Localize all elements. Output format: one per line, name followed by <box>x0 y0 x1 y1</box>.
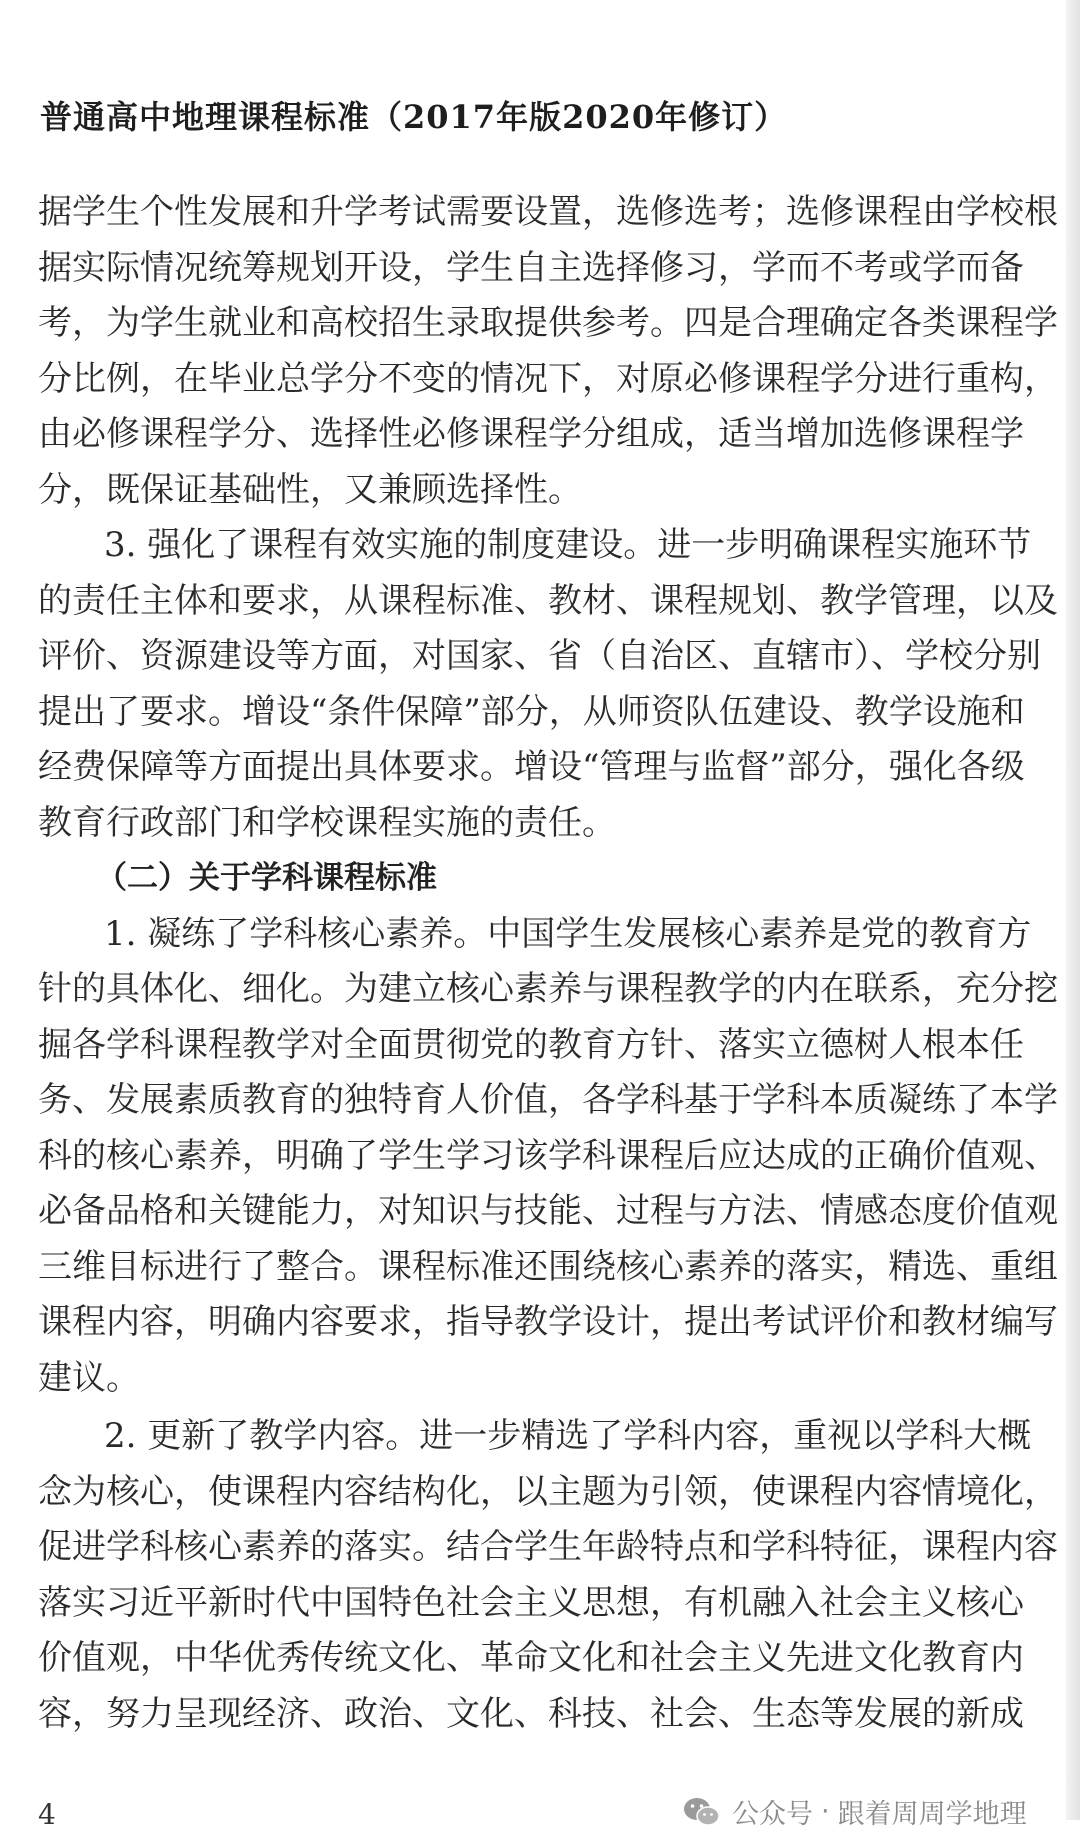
body-text <box>38 185 1058 1742</box>
text-line: 课程内容，明确内容要求，指导教学设计，提出考试评价和教材编写 <box>38 1302 1058 1342</box>
text-line: 建议。 <box>38 1357 140 1398</box>
text-line: 据实际情况统筹规划开设，学生自主选择修习，学而不考或学而备 <box>38 247 1024 288</box>
text-line: 念为核心，使课程内容结构化，以主题为引领，使课程内容情境化， <box>38 1471 1058 1512</box>
wechat-watermark <box>682 1792 1027 1831</box>
running-header: 普通高中地理课程标准（2017年版2020年修订） <box>40 98 788 136</box>
text-line: 针的具体化、细化。为建立核心素养与课程教学的内在联系，充分挖 <box>38 969 1058 1009</box>
text-line: 评价、资源建设等方面，对国家、省（自治区、直辖市）、学校分别 <box>38 636 1041 676</box>
text-line: 教育行政部门和学校课程实施的责任。 <box>38 802 616 843</box>
text-line: 价值观，中华优秀传统文化、革命文化和社会主义先进文化教育内 <box>38 1638 1024 1678</box>
text-line: 科的核心素养，明确了学生学习该学科课程后应达成的正确价值观、 <box>38 1135 1058 1176</box>
text-line: 的责任主体和要求，从课程标准、教材、课程规划、教学管理，以及 <box>38 580 1058 621</box>
text-line: 分比例，在毕业总学分不变的情况下，对原必修课程学分进行重构， <box>38 358 1058 399</box>
text-line: 务、发展素质教育的独特育人价值，各学科基于学科本质凝练了本学 <box>38 1080 1058 1120</box>
text-line: 据学生个性发展和升学考试需要设置，选修选考；选修课程由学校根 <box>38 192 1058 232</box>
text-line: 必备品格和关键能力，对知识与技能、过程与方法、情感态度价值观 <box>38 1191 1058 1231</box>
text-line: 考，为学生就业和高校招生录取提供参考。四是合理确定各类课程学 <box>38 303 1058 343</box>
text-line: 促进学科核心素养的落实。结合学生年龄特点和学科特征，课程内容 <box>38 1527 1058 1567</box>
paragraph-start-line: 1. 凝练了学科核心素养。中国学生发展核心素养是党的教育方 <box>104 913 1032 954</box>
text-line: 提出了要求。增设“条件保障”部分，从师资队伍建设、教学设施和 <box>38 691 1025 732</box>
watermark-separator: · <box>821 1796 830 1827</box>
page-number: 4 <box>38 1798 56 1831</box>
text-line: 经费保障等方面提出具体要求。增设“管理与监督”部分，强化各级 <box>38 747 1025 787</box>
text-line: 掘各学科课程教学对全面贯彻党的教育方针、落实立德树人根本任 <box>38 1024 1024 1065</box>
watermark-account-label: 公众号 <box>732 1799 813 1830</box>
paragraph-start-line: 2. 更新了教学内容。进一步精选了学科内容，重视以学科大概 <box>104 1416 1032 1456</box>
text-line: 分，既保证基础性，又兼顾选择性。 <box>38 469 582 510</box>
wechat-icon <box>682 1796 722 1828</box>
text-line: 落实习近平新时代中国特色社会主义思想，有机融入社会主义核心 <box>38 1582 1024 1623</box>
paragraph-start-line: 3. 强化了课程有效实施的制度建设。进一步明确课程实施环节 <box>104 525 1032 565</box>
text-line: 容，努力呈现经济、政治、文化、科技、社会、生态等发展的新成 <box>38 1693 1024 1734</box>
text-line: 三维目标进行了整合。课程标准还围绕核心素养的落实，精选、重组 <box>38 1246 1058 1287</box>
text-line: 由必修课程学分、选择性必修课程学分组成，适当增加选修课程学 <box>38 414 1024 454</box>
section-subheading: （二）关于学科课程标准 <box>96 860 437 896</box>
watermark-account-name: 跟着周周学地理 <box>837 1799 1027 1830</box>
page-edge-shadow <box>1066 0 1080 1820</box>
